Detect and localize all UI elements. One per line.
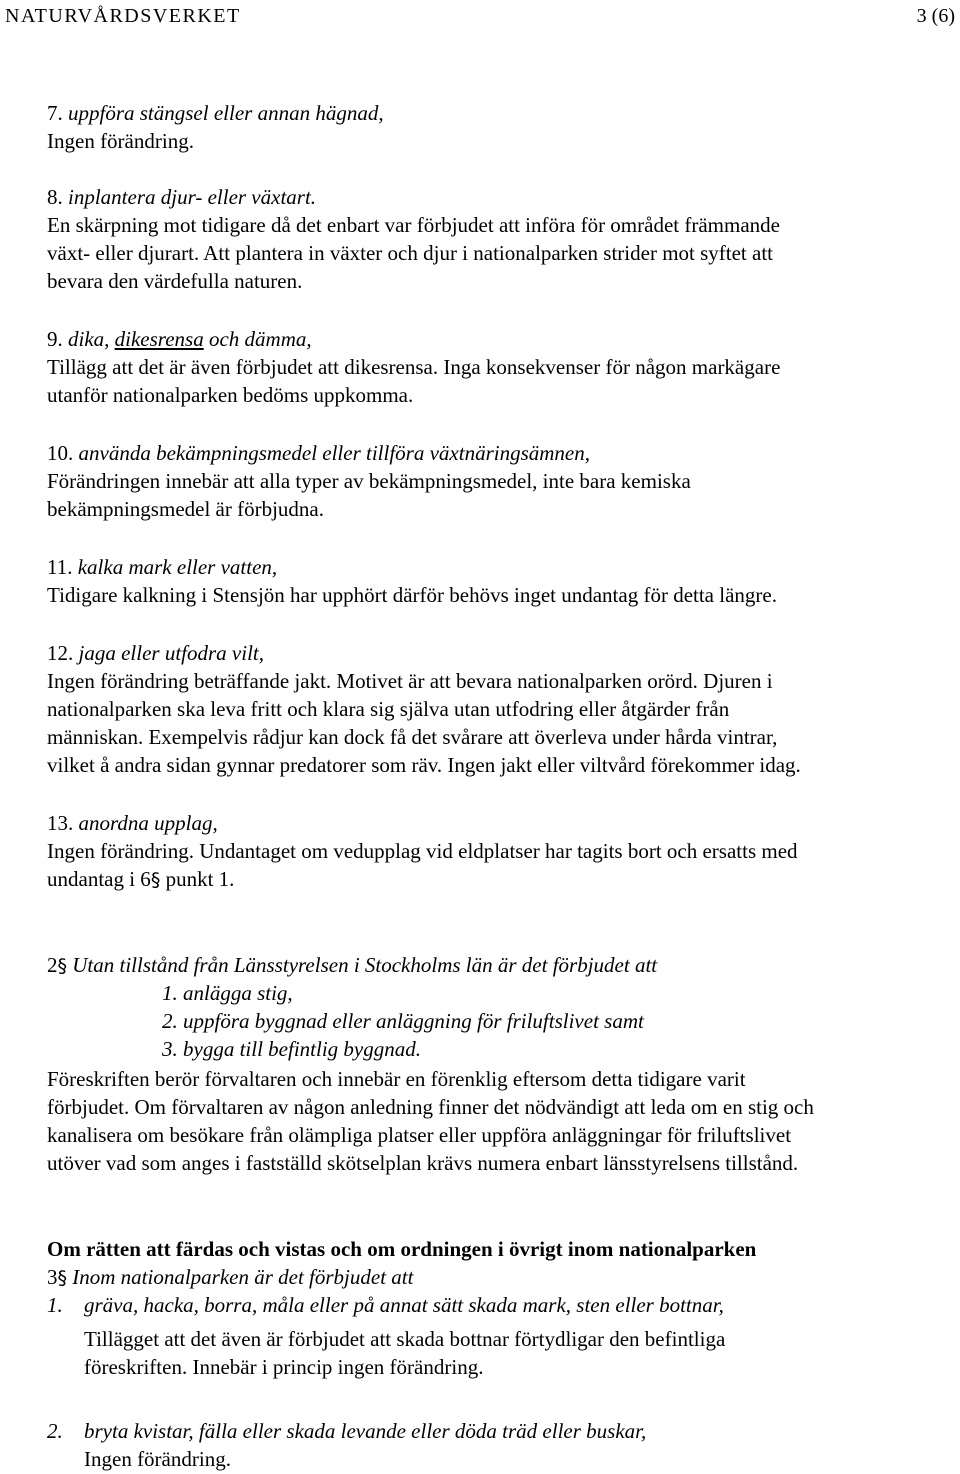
- item-9-heading: [47, 325, 312, 353]
- section-2-list-item: 3. bygga till befintlig byggnad.: [162, 1037, 421, 1061]
- item-title: jaga eller utfodra vilt,: [78, 641, 264, 665]
- item-8-text-line: En skärpning mot tidigare då det enbart var förbjudet att införa för området främmande: [47, 213, 780, 237]
- item-12-text-line: människan. Exempelvis rådjur kan dock få det svårare att överleva under hårda vintrar,: [47, 725, 778, 749]
- paragraph-symbol: §: [57, 955, 67, 977]
- section-2-list-item: 2. uppföra byggnad eller anläggning för friluftslivet samt: [162, 1009, 644, 1033]
- section-number: 2: [47, 953, 58, 977]
- section-3-item-2-heading: [47, 1417, 647, 1445]
- item-9-text-line: utanför nationalparken bedöms uppkomma.: [47, 383, 414, 407]
- item-13-text-line: [47, 865, 234, 893]
- item-12-text-line: vilket å andra sidan gynnar predatorer som räv. Ingen jakt eller viltvård förekommer idag.: [47, 753, 801, 777]
- section-number: 3: [47, 1265, 58, 1289]
- item-title: uppföra stängsel eller annan hägnad,: [68, 101, 384, 125]
- item-number: 12.: [47, 641, 79, 665]
- section-intro-text: Inom nationalparken är det förbjudet att: [67, 1265, 414, 1289]
- item-7-heading: [47, 99, 384, 127]
- item-number: 7.: [47, 101, 68, 125]
- item-number: 1.: [47, 1293, 63, 1317]
- item-12-text-line: nationalparken ska leva fritt och klara sig själva utan utfodring eller åtgärder från: [47, 697, 730, 721]
- section-intro-text: Utan tillstånd från Länsstyrelsen i Stockholms län är det förbjudet att: [67, 953, 658, 977]
- item-number: 13.: [47, 811, 79, 835]
- section-3-item-2-text-line: Ingen förändring.: [84, 1447, 231, 1471]
- item-12-heading: [47, 639, 264, 667]
- item-title: inplantera djur- eller växtart.: [68, 185, 317, 209]
- item-10-heading: [47, 439, 590, 467]
- section-2-text-line: förbjudet. Om förvaltaren av någon anledning finner det nödvändigt att leda om en stig och: [47, 1095, 814, 1119]
- item-13-heading: [47, 809, 218, 837]
- item-title: gräva, hacka, borra, måla eller på annat sätt skada mark, sten eller bottnar,: [84, 1293, 724, 1317]
- item-number: 8.: [47, 185, 68, 209]
- section-3-item-1-heading: [47, 1291, 724, 1319]
- item-11-text-line: Tidigare kalkning i Stensjön har upphört därför behövs inget undantag för detta längre.: [47, 583, 777, 607]
- item-8-heading: [47, 183, 316, 211]
- paragraph-symbol: §: [150, 869, 161, 891]
- item-11-heading: [47, 553, 277, 581]
- item-title: dika,: [68, 327, 115, 351]
- item-title: bryta kvistar, fälla eller skada levande eller döda träd eller buskar,: [84, 1419, 647, 1443]
- paragraph-symbol: §: [57, 1267, 67, 1289]
- item-title: kalka mark eller vatten,: [77, 555, 278, 579]
- section-2-text-line: utöver vad som anges i fastställd skötselplan krävs numera enbart länsstyrelsens tillstånd.: [47, 1151, 799, 1175]
- section-3-heading: Om rätten att färdas och vistas och om ordningen i övrigt inom nationalparken: [47, 1237, 757, 1261]
- section-2-list-item: 1. anlägga stig,: [162, 981, 293, 1005]
- section-2-intro: [47, 951, 657, 979]
- item-number: 9.: [47, 327, 68, 351]
- item-title: använda bekämpningsmedel eller tillföra växtnäringsämnen,: [78, 441, 590, 465]
- item-number: 2.: [47, 1419, 63, 1443]
- header-page-number: 3 (6): [916, 5, 955, 27]
- item-13-text-line: Ingen förändring. Undantaget om vedupplag vid eldplatser har tagits bort och ersatts med: [47, 839, 798, 863]
- text-fragment: punkt 1.: [160, 867, 235, 891]
- section-2-text-line: Föreskriften berör förvaltaren och innebär en förenklig eftersom detta tidigare varit: [47, 1067, 746, 1091]
- item-7-text: Ingen förändring.: [47, 129, 194, 153]
- item-title-underlined: dikesrensa: [114, 327, 204, 351]
- header-organization: NATURVÅRDSVERKET: [5, 5, 241, 27]
- item-title: anordna upplag,: [78, 811, 218, 835]
- item-9-text-line: Tillägg att det är även förbjudet att dikesrensa. Inga konsekvenser för någon markägare: [47, 355, 781, 379]
- section-3-intro: [47, 1263, 413, 1291]
- section-2-text-line: kanalisera om besökare från olämpliga platser eller uppföra anläggningar för friluftslivet: [47, 1123, 792, 1147]
- item-10-text-line: bekämpningsmedel är förbjudna.: [47, 497, 324, 521]
- item-10-text-line: Förändringen innebär att alla typer av bekämpningsmedel, inte bara kemiska: [47, 469, 691, 493]
- item-8-text-line: växt- eller djurart. Att plantera in växter och djur i nationalparken strider mot syftet att: [47, 241, 774, 265]
- section-3-item-1-text-line: föreskriften. Innebär i princip ingen förändring.: [84, 1355, 484, 1379]
- item-number: 11.: [47, 555, 78, 579]
- section-3-item-1-text-line: Tillägget att det även är förbjudet att skada bottnar förtydligar den befintliga: [84, 1327, 726, 1351]
- item-number: 10.: [47, 441, 79, 465]
- item-8-text-line: bevara den värdefulla naturen.: [47, 269, 303, 293]
- item-12-text-line: Ingen förändring beträffande jakt. Motivet är att bevara nationalparken orörd. Djuren i: [47, 669, 773, 693]
- item-title: och dämma,: [203, 327, 312, 351]
- text-fragment: undantag i 6: [47, 867, 151, 891]
